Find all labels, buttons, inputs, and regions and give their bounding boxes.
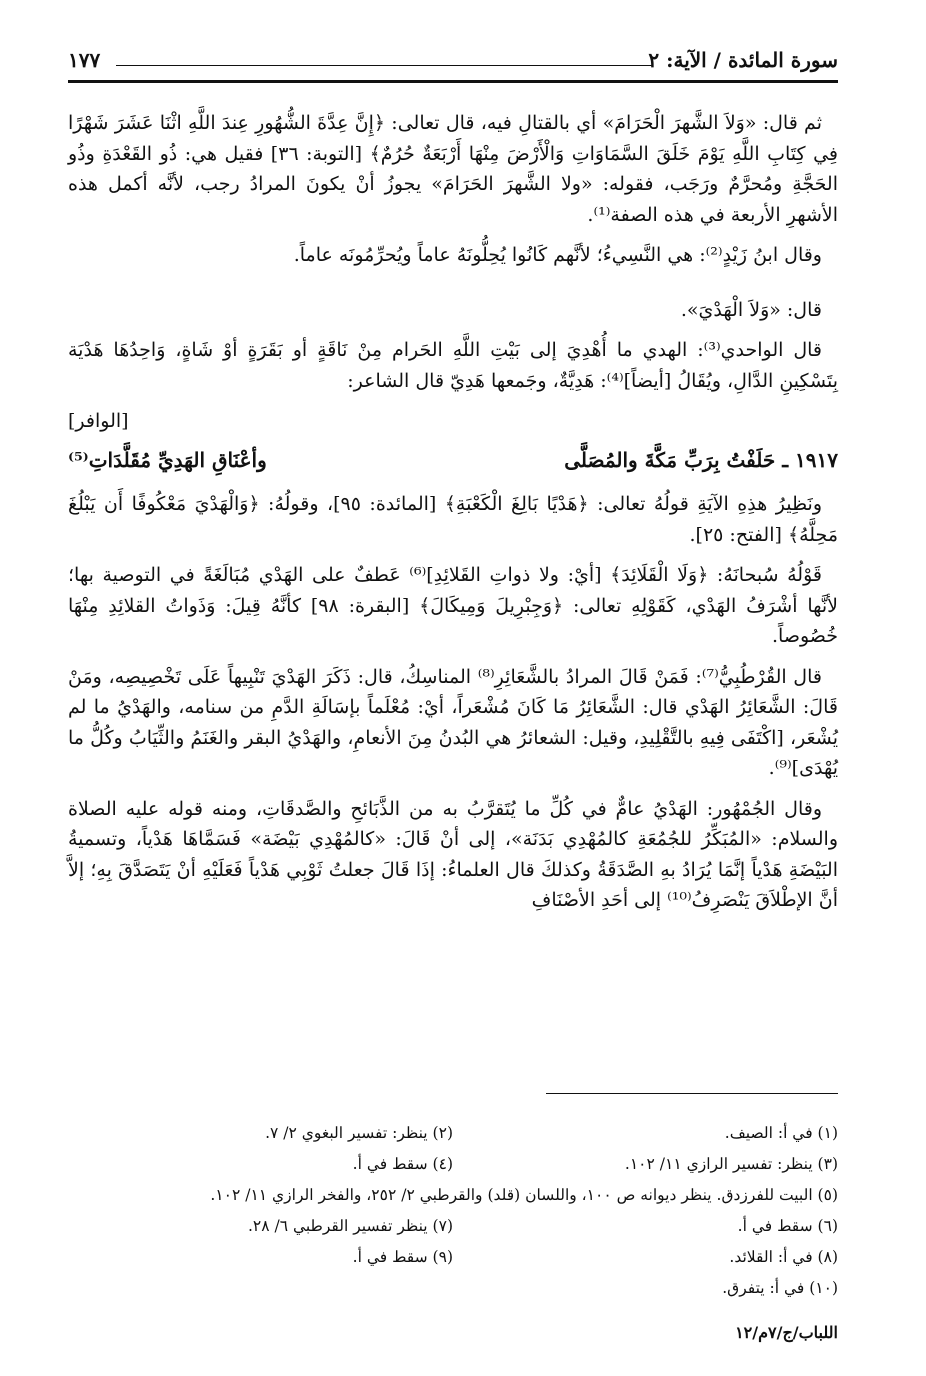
paragraph-8: وقال الجُمْهُور: الهَدْيُ عامٌّ في كُلِّ ما يُتَقرَّبُ به من الذَّبَائحِ والصَّدقَاتِ، ومنه قوله عليه الصلاة والسلام: «المُبَكِّرُ للجُمُعَةِ كالمُهْدِي بَدَنَة»، إلى أنْ قَالَ: «كالمُهْدِي بَيْضَة» فَسَمَّاهَا هَدْياً، وتسميةُ البَيْضَةِ هَدْياً إنَّمَا يُرَادُ بهِ الصَّدَقَةُ وكذلكَ قال العلماءُ: إذَا قَالَ جعلتُ ثَوْبِي هَدْياً فَعَلَيْهِ أنْ يَتَصَدَّقَ بِهِ؛ إلاَّ أنَّ الإطْلاَقَ يَنْصَرِفُ⁽¹⁰⁾ إلى أحَدِ الأصْنَافِ	[68, 797, 838, 911]
paragraph-7: قال القُرْطُبِيُّ⁽⁷⁾: فَمَنْ قَالَ المرادُ بالشَّعَائِرِ⁽⁸⁾ المناسِكُ، قال: ذَكَرَ الهَدْيَ تَنْبِيهاً عَلَى تَخْصِيصِه، ومَنْ قَالَ: الشَّعَائِرُ الهَدْي قال: الشَّعَائِرُ مَا كَانَ مُشْعَراً، أيْ: مُعْلَماً بإسَالَةِ الدَّمِ من سنامه، والهَدْيُ ما لم يُشْعَر، [اكْتَفَى فِيهِ بالتَّقْلِيدِ، وقيل: الشعائرُ هي البُدنُ مِنَ الأنعامِ، والهَدْيُ البقر والغَنَمُ والثِّيَابُ وكُلُّ ما يُهْدَى]⁽⁹⁾.	[68, 665, 838, 779]
verse-first-text: حَلَفْتُ بِرَبِّ مَكَّةَ والمُصَلَّى	[564, 447, 776, 472]
page-number: ١٧٧	[68, 48, 101, 72]
header-dash-line	[116, 65, 653, 66]
paragraph-2: وقال ابنُ زَيْدٍ⁽²⁾: هي النَّسِيءُ؛ لأنَّهم كَانُوا يُحِلُّونَهُ عاماً ويُحرِّمُونَه عاماً.	[293, 244, 822, 266]
footnote-row	[68, 1118, 838, 1149]
paragraph-1: ثم قال: «وَلاَ الشَّهرَ الْحَرَامَ» أي بالقتالِ فيه، قال تعالى: ﴿إِنَّ عِدَّةَ الشُّهُورِ عِندَ اللَّهِ اثْنَا عَشَرَ شَهْرًا فِي كِتَابِ اللَّهِ يَوْمَ خَلَقَ السَّمَاوَاتِ وَالْأَرْضَ مِنْهَا أَرْبَعَةٌ حُرُمٌ﴾ [التوبة: ٣٦] فقيل هي: ذُو القَعْدَةِ وذُو الحَجَّةِ ومُحرَّمٌ ورَجَب، فقوله: «ولا الشَّهرَ الحَرَامَ» يجوزُ أنْ يكونَ المرادُ رجب، لأنَّه أكمل هذه الأشهرِ الأربعة في هذه الصفة⁽¹⁾.	[68, 112, 838, 226]
footnotes	[68, 1118, 838, 1304]
verse-first-hemistich	[564, 445, 838, 476]
main-text	[68, 108, 838, 926]
footnote-row	[68, 1242, 838, 1273]
footnote-6: (٦) سقط في أ.	[737, 1217, 838, 1235]
footnote-row	[68, 1211, 838, 1242]
footnote-separator	[546, 1093, 838, 1094]
footnote-4: (٤) سقط في أ.	[352, 1155, 453, 1173]
volume-reference: اللباب/ج/٧م/١٢	[735, 1323, 838, 1342]
paragraph-6: قَوْلُهُ سُبحانَهُ: ﴿وَلَا الْقَلَائِدَ﴾ [أيْ: ولا ذواتِ القَلائِدِ]⁽⁶⁾ عَطفٌ على الهَدْي مُبَالَغَةً في التوصية بها؛ لأنَّها أشْرَفُ الهَدْي، كَقَوْلِهِ تعالى: ﴿وَجِبْرِيلَ وَمِيكَالَ﴾ [البقرة: ٩٨] كأنَّهُ قِيلَ: وَذَواتُ القلائِدِ مِنْهَا خُصُوصاً.	[68, 564, 838, 647]
verse-number: ١٩١٧ ـ	[782, 447, 838, 472]
footnote-3: (٣) ينظر: تفسير الرازي ١١/ ١٠٢.	[624, 1155, 838, 1173]
footnote-2: (٢) ينظر: تفسير البغوي ٢/ ٧.	[265, 1124, 453, 1142]
footnote-8: (٨) في أ: القلائد.	[729, 1248, 838, 1266]
footnote-7: (٧) ينظر تفسير القرطبي ٦/ ٢٨.	[247, 1217, 453, 1235]
paragraph-5: ونَظِيرُ هذِهِ الآيَةِ قولُهُ تعالى: ﴿هَدْيًا بَالِغَ الْكَعْبَةِ﴾ [المائدة: ٩٥]، وقولُهُ: ﴿وَالْهَدْيَ مَعْكُوفًا أَن يَبْلُغَ مَحِلَّهُ﴾ [الفتح: ٢٥].	[68, 493, 838, 546]
footnote-9: (٩) سقط في أ.	[352, 1248, 453, 1266]
poetic-meter: [الوافر]	[68, 410, 129, 432]
footnote-10: (١٠) في أ: يتفرق.	[722, 1279, 838, 1297]
running-title: سورة المائدة / الآية: ٢	[648, 48, 838, 72]
footnote-row	[68, 1149, 838, 1180]
paragraph-3: قال: «وَلاَ الْهَدْيَ».	[680, 298, 822, 321]
header-rule	[68, 80, 838, 83]
verse-second-hemistich: وأعْنَاقِ الهَدِيِّ مُقَلَّدَاتِ⁽⁵⁾	[68, 447, 267, 472]
poetry-verse	[68, 445, 838, 476]
footnote-5: (٥) البيت للفرزدق. ينظر ديوانه ص ١٠٠، واللسان (قلد) والقرطبي ٢/ ٢٥٢، والفخر الرازي ١١/ ١٠٢.	[210, 1186, 838, 1204]
page-header	[68, 40, 838, 80]
paragraph-4: قال الواحدي⁽³⁾: الهدي ما أُهْدِيَ إلى بَيْتِ اللَّهِ الحَرام مِنْ نَاقَةٍ أو بَقَرَةٍ أوْ شَاةٍ، وَاحِدُهَا هَدْيَة بِتَسْكِينِ الدَّالِ، ويُقَالُ [أيضاً]⁽⁴⁾: هَدِيَّةٌ، وجَمعها هَدِيّ قال الشاعر:	[68, 339, 838, 392]
footnote-1: (١) في أ: الصيف.	[724, 1124, 838, 1142]
